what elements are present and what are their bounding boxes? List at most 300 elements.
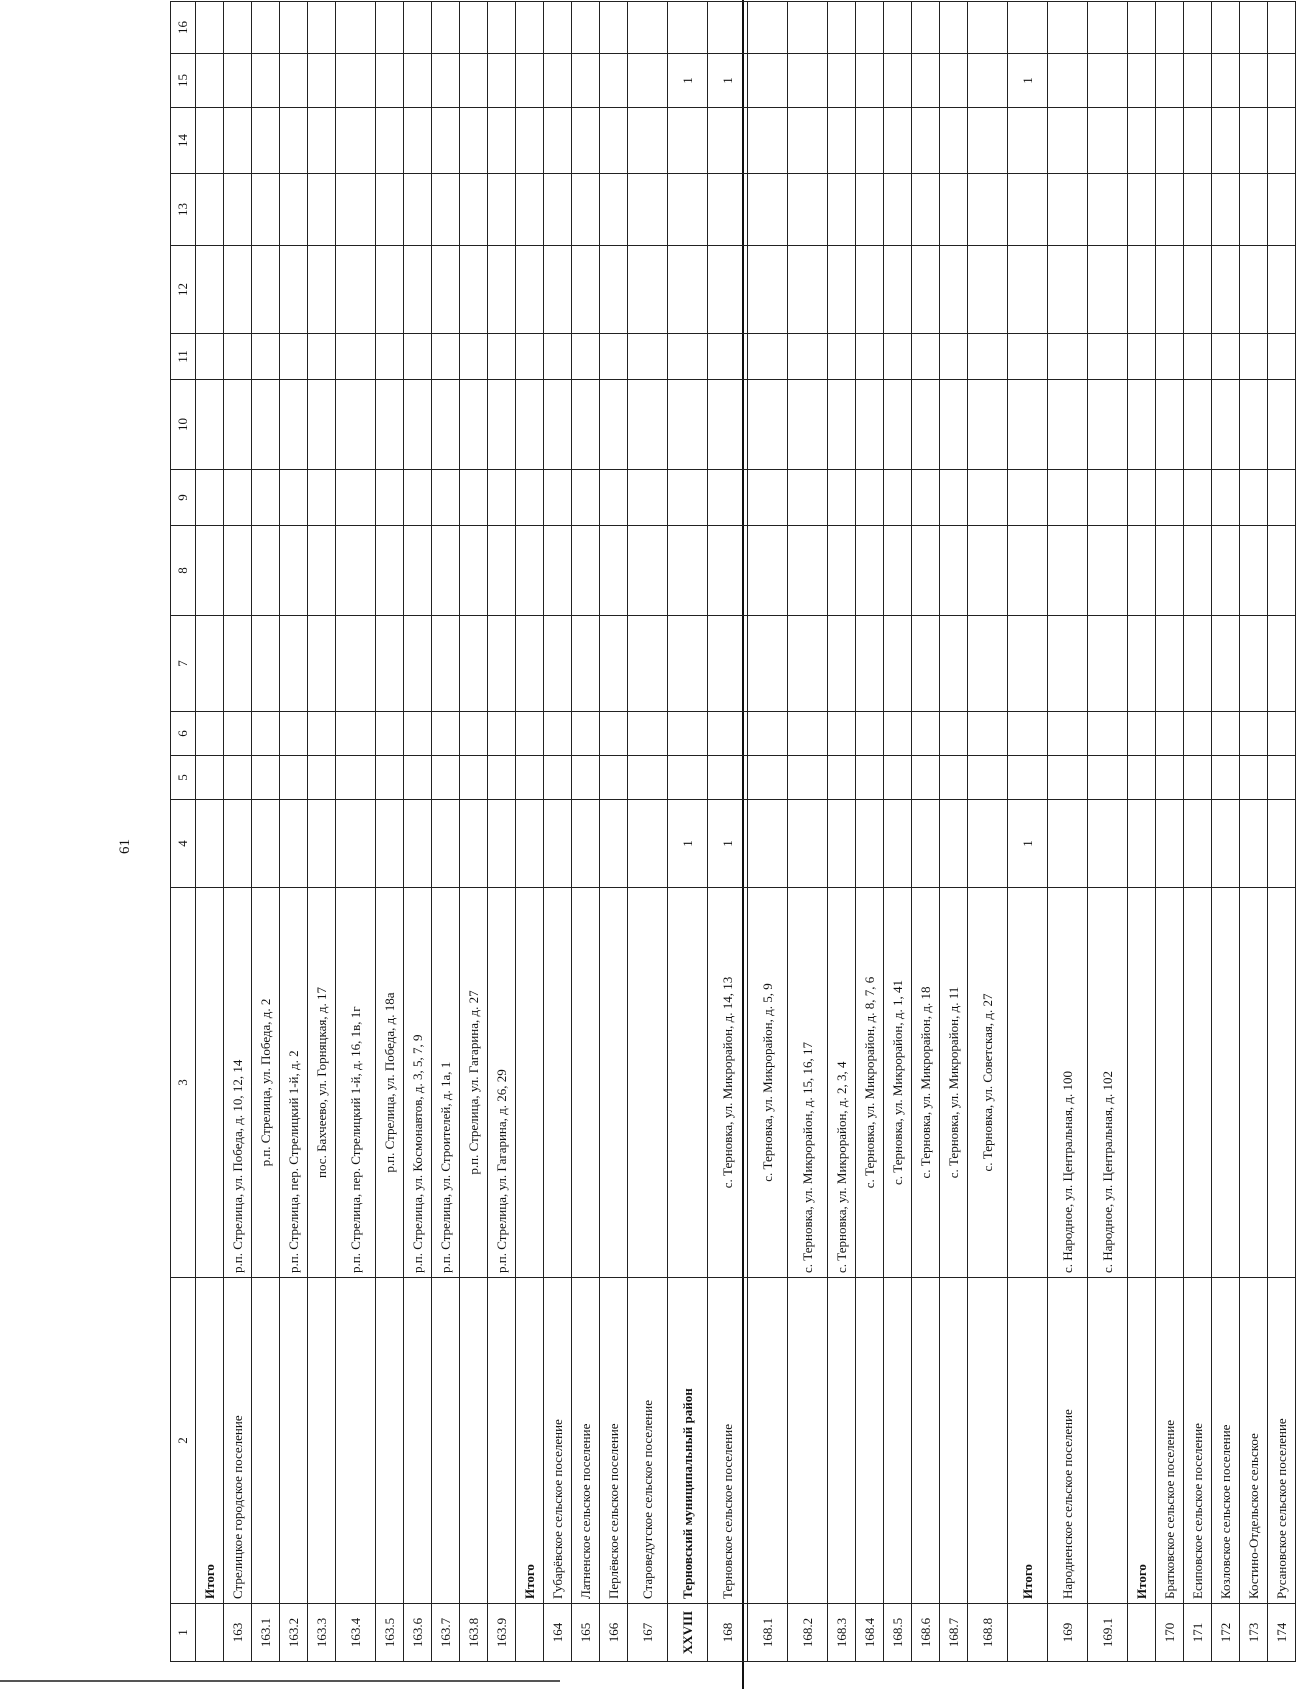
empty-cell bbox=[196, 712, 224, 756]
empty-cell bbox=[280, 246, 308, 334]
empty-cell bbox=[336, 470, 376, 526]
table-row bbox=[1008, 2, 1048, 1662]
empty-cell bbox=[488, 2, 516, 54]
column-header: 12 bbox=[171, 246, 196, 334]
municipality-name: Терновское сельское поселение bbox=[708, 1278, 748, 1604]
empty-cell bbox=[376, 712, 404, 756]
empty-cell bbox=[460, 756, 488, 800]
col4-value bbox=[432, 800, 460, 888]
empty-cell bbox=[376, 108, 404, 174]
empty-cell bbox=[404, 712, 432, 756]
column-header: 14 bbox=[171, 108, 196, 174]
empty-cell bbox=[940, 526, 968, 616]
col15-value bbox=[252, 54, 280, 108]
empty-cell bbox=[224, 246, 252, 334]
empty-cell bbox=[404, 616, 432, 712]
empty-cell bbox=[336, 174, 376, 246]
empty-cell bbox=[628, 380, 668, 470]
empty-cell bbox=[600, 246, 628, 334]
table-row bbox=[628, 2, 668, 1662]
col4-value: 1 bbox=[1008, 800, 1048, 888]
address-cell: р.п. Стрелица, ул. Победа, д. 2 bbox=[252, 888, 280, 1278]
empty-cell bbox=[1128, 2, 1156, 54]
empty-cell bbox=[856, 108, 884, 174]
column-header: 5 bbox=[171, 756, 196, 800]
row-number: 163 bbox=[224, 1604, 252, 1662]
municipality-name: Итого bbox=[196, 1278, 224, 1604]
empty-cell bbox=[1048, 380, 1088, 470]
empty-cell bbox=[572, 526, 600, 616]
row-number: 168.7 bbox=[940, 1604, 968, 1662]
empty-cell bbox=[856, 2, 884, 54]
empty-cell bbox=[1212, 108, 1240, 174]
empty-cell bbox=[196, 108, 224, 174]
empty-cell bbox=[432, 2, 460, 54]
empty-cell bbox=[788, 2, 828, 54]
empty-cell bbox=[336, 380, 376, 470]
empty-cell bbox=[1128, 470, 1156, 526]
empty-cell bbox=[488, 756, 516, 800]
page-number: 61 bbox=[117, 839, 133, 854]
empty-cell bbox=[1240, 2, 1268, 54]
column-header: 6 bbox=[171, 712, 196, 756]
row-number: 167 bbox=[628, 1604, 668, 1662]
empty-cell bbox=[196, 526, 224, 616]
col15-value: 1 bbox=[1008, 54, 1048, 108]
table-row bbox=[788, 2, 828, 1662]
empty-cell bbox=[1184, 470, 1212, 526]
empty-cell bbox=[1008, 380, 1048, 470]
table-row bbox=[432, 2, 460, 1662]
col15-value bbox=[856, 54, 884, 108]
empty-cell bbox=[828, 470, 856, 526]
empty-cell bbox=[224, 616, 252, 712]
table-row bbox=[572, 2, 600, 1662]
empty-cell bbox=[1156, 526, 1184, 616]
empty-cell bbox=[1048, 246, 1088, 334]
empty-cell bbox=[1048, 756, 1088, 800]
empty-cell bbox=[1156, 2, 1184, 54]
empty-cell bbox=[376, 334, 404, 380]
col4-value bbox=[544, 800, 572, 888]
row-number: 163.7 bbox=[432, 1604, 460, 1662]
empty-cell bbox=[308, 470, 336, 526]
empty-cell bbox=[308, 246, 336, 334]
empty-cell bbox=[572, 712, 600, 756]
row-number: 163.2 bbox=[280, 1604, 308, 1662]
address-cell: с. Терновка, ул. Микрорайон, д. 11 bbox=[940, 888, 968, 1278]
empty-cell bbox=[1184, 526, 1212, 616]
empty-cell bbox=[308, 174, 336, 246]
address-cell bbox=[544, 888, 572, 1278]
table-wrapper bbox=[170, 21, 1289, 1662]
municipality-name: Итого bbox=[1128, 1278, 1156, 1604]
municipality-name: Губарёвское сельское поселение bbox=[544, 1278, 572, 1604]
empty-cell bbox=[376, 380, 404, 470]
table-row bbox=[516, 2, 544, 1662]
table-row bbox=[708, 2, 748, 1662]
empty-cell bbox=[432, 756, 460, 800]
table-row bbox=[668, 2, 708, 1662]
empty-cell bbox=[1088, 174, 1128, 246]
empty-cell bbox=[708, 470, 748, 526]
table-row bbox=[1212, 2, 1240, 1662]
empty-cell bbox=[788, 470, 828, 526]
empty-cell bbox=[1184, 712, 1212, 756]
municipality-name: Русановское сельское поселение bbox=[1268, 1278, 1296, 1604]
empty-cell bbox=[308, 334, 336, 380]
empty-cell bbox=[600, 380, 628, 470]
address-cell bbox=[628, 888, 668, 1278]
address-cell bbox=[1184, 888, 1212, 1278]
empty-cell bbox=[280, 712, 308, 756]
empty-cell bbox=[1268, 380, 1296, 470]
table-row bbox=[968, 2, 1008, 1662]
address-cell: с. Терновка, ул. Микрорайон, д. 18 bbox=[912, 888, 940, 1278]
empty-cell bbox=[432, 526, 460, 616]
row-number: 173 bbox=[1240, 1604, 1268, 1662]
row-number: 163.1 bbox=[252, 1604, 280, 1662]
col4-value bbox=[1088, 800, 1128, 888]
col4-value bbox=[1212, 800, 1240, 888]
empty-cell bbox=[1212, 334, 1240, 380]
empty-cell bbox=[968, 334, 1008, 380]
column-header: 1 bbox=[171, 1604, 196, 1662]
address-cell: с. Терновка, ул. Микрорайон, д. 8, 7, 6 bbox=[856, 888, 884, 1278]
address-cell: с. Терновка, ул. Микрорайон, д. 2, 3, 4 bbox=[828, 888, 856, 1278]
empty-cell bbox=[1128, 756, 1156, 800]
empty-cell bbox=[376, 246, 404, 334]
table-row bbox=[252, 2, 280, 1662]
empty-cell bbox=[912, 470, 940, 526]
empty-cell bbox=[224, 470, 252, 526]
table-row bbox=[748, 2, 788, 1662]
empty-cell bbox=[404, 756, 432, 800]
empty-cell bbox=[628, 616, 668, 712]
empty-cell bbox=[1268, 246, 1296, 334]
empty-cell bbox=[1156, 712, 1184, 756]
empty-cell bbox=[912, 616, 940, 712]
empty-cell bbox=[668, 174, 708, 246]
municipality-name bbox=[940, 1278, 968, 1604]
empty-cell bbox=[1240, 712, 1268, 756]
empty-cell bbox=[252, 756, 280, 800]
empty-cell bbox=[1268, 334, 1296, 380]
address-cell bbox=[196, 888, 224, 1278]
empty-cell bbox=[572, 616, 600, 712]
empty-cell bbox=[856, 756, 884, 800]
row-number: 169.1 bbox=[1088, 1604, 1128, 1662]
empty-cell bbox=[940, 470, 968, 526]
empty-cell bbox=[628, 174, 668, 246]
empty-cell bbox=[1048, 712, 1088, 756]
empty-cell bbox=[708, 246, 748, 334]
municipality-name: Братковское сельское поселение bbox=[1156, 1278, 1184, 1604]
empty-cell bbox=[856, 246, 884, 334]
table-row bbox=[460, 2, 488, 1662]
empty-cell bbox=[196, 334, 224, 380]
empty-cell bbox=[1128, 380, 1156, 470]
empty-cell bbox=[856, 712, 884, 756]
empty-cell bbox=[828, 616, 856, 712]
row-number bbox=[196, 1604, 224, 1662]
table-row bbox=[856, 2, 884, 1662]
col15-value bbox=[628, 54, 668, 108]
empty-cell bbox=[1088, 108, 1128, 174]
empty-cell bbox=[308, 108, 336, 174]
empty-cell bbox=[600, 334, 628, 380]
empty-cell bbox=[280, 174, 308, 246]
empty-cell bbox=[828, 712, 856, 756]
empty-cell bbox=[940, 756, 968, 800]
empty-cell bbox=[196, 470, 224, 526]
empty-cell bbox=[432, 174, 460, 246]
municipality-name bbox=[968, 1278, 1008, 1604]
address-cell bbox=[1156, 888, 1184, 1278]
empty-cell bbox=[1088, 616, 1128, 712]
empty-cell bbox=[884, 246, 912, 334]
empty-cell bbox=[884, 616, 912, 712]
empty-cell bbox=[460, 246, 488, 334]
empty-cell bbox=[432, 616, 460, 712]
municipality-name bbox=[856, 1278, 884, 1604]
empty-cell bbox=[460, 2, 488, 54]
empty-cell bbox=[544, 712, 572, 756]
address-cell: р.п. Стрелица, пер. Стрелицкий 1-й, д. 16, 1в, 1г bbox=[336, 888, 376, 1278]
municipality-name bbox=[308, 1278, 336, 1604]
table-row bbox=[1184, 2, 1212, 1662]
empty-cell bbox=[544, 526, 572, 616]
empty-cell bbox=[748, 108, 788, 174]
empty-cell bbox=[1268, 470, 1296, 526]
empty-cell bbox=[600, 756, 628, 800]
col4-value bbox=[1268, 800, 1296, 888]
col15-value bbox=[376, 54, 404, 108]
row-number: 163.3 bbox=[308, 1604, 336, 1662]
empty-cell bbox=[1048, 334, 1088, 380]
column-header: 16 bbox=[171, 2, 196, 54]
municipality-name: Итого bbox=[1008, 1278, 1048, 1604]
empty-cell bbox=[572, 246, 600, 334]
empty-cell bbox=[488, 470, 516, 526]
empty-cell bbox=[1156, 174, 1184, 246]
empty-cell bbox=[856, 470, 884, 526]
empty-cell bbox=[940, 2, 968, 54]
col4-value bbox=[1156, 800, 1184, 888]
empty-cell bbox=[572, 470, 600, 526]
col15-value bbox=[336, 54, 376, 108]
table-row bbox=[404, 2, 432, 1662]
empty-cell bbox=[856, 526, 884, 616]
empty-cell bbox=[252, 380, 280, 470]
empty-cell bbox=[788, 174, 828, 246]
empty-cell bbox=[1048, 108, 1088, 174]
empty-cell bbox=[196, 2, 224, 54]
address-cell bbox=[1268, 888, 1296, 1278]
address-cell: с. Народное, ул. Центральная, д. 102 bbox=[1088, 888, 1128, 1278]
empty-cell bbox=[376, 2, 404, 54]
row-number: 169 bbox=[1048, 1604, 1088, 1662]
empty-cell bbox=[336, 526, 376, 616]
empty-cell bbox=[488, 616, 516, 712]
empty-cell bbox=[708, 380, 748, 470]
table-row bbox=[912, 2, 940, 1662]
empty-cell bbox=[788, 380, 828, 470]
empty-cell bbox=[912, 380, 940, 470]
empty-cell bbox=[1184, 334, 1212, 380]
empty-cell bbox=[748, 756, 788, 800]
column-header: 7 bbox=[171, 616, 196, 712]
empty-cell bbox=[196, 174, 224, 246]
empty-cell bbox=[628, 2, 668, 54]
empty-cell bbox=[572, 174, 600, 246]
empty-cell bbox=[788, 334, 828, 380]
empty-cell bbox=[748, 246, 788, 334]
address-cell: с. Народное, ул. Центральная, д. 100 bbox=[1048, 888, 1088, 1278]
address-cell: р.п. Стрелица, ул. Строителей, д. 1а, 1 bbox=[432, 888, 460, 1278]
empty-cell bbox=[336, 2, 376, 54]
address-cell bbox=[572, 888, 600, 1278]
row-number: 168.1 bbox=[748, 1604, 788, 1662]
municipality-name: Есиповское сельское поселение bbox=[1184, 1278, 1212, 1604]
empty-cell bbox=[708, 616, 748, 712]
empty-cell bbox=[1156, 616, 1184, 712]
empty-cell bbox=[376, 470, 404, 526]
table-row bbox=[308, 2, 336, 1662]
empty-cell bbox=[1008, 246, 1048, 334]
col4-value bbox=[1184, 800, 1212, 888]
col4-value bbox=[404, 800, 432, 888]
col15-value bbox=[280, 54, 308, 108]
empty-cell bbox=[1088, 246, 1128, 334]
empty-cell bbox=[968, 712, 1008, 756]
municipality-name bbox=[432, 1278, 460, 1604]
empty-cell bbox=[1212, 174, 1240, 246]
empty-cell bbox=[788, 108, 828, 174]
empty-cell bbox=[1156, 470, 1184, 526]
col4-value: 1 bbox=[708, 800, 748, 888]
empty-cell bbox=[432, 470, 460, 526]
empty-cell bbox=[1088, 334, 1128, 380]
col15-value bbox=[516, 54, 544, 108]
empty-cell bbox=[572, 380, 600, 470]
empty-cell bbox=[516, 380, 544, 470]
empty-cell bbox=[252, 334, 280, 380]
empty-cell bbox=[252, 616, 280, 712]
empty-cell bbox=[708, 526, 748, 616]
empty-cell bbox=[668, 380, 708, 470]
col4-value bbox=[1240, 800, 1268, 888]
empty-cell bbox=[488, 526, 516, 616]
empty-cell bbox=[748, 712, 788, 756]
row-number: 164 bbox=[544, 1604, 572, 1662]
col15-value: 1 bbox=[708, 54, 748, 108]
empty-cell bbox=[1008, 756, 1048, 800]
empty-cell bbox=[404, 526, 432, 616]
empty-cell bbox=[252, 526, 280, 616]
col4-value bbox=[748, 800, 788, 888]
empty-cell bbox=[196, 246, 224, 334]
empty-cell bbox=[224, 334, 252, 380]
empty-cell bbox=[1008, 526, 1048, 616]
empty-cell bbox=[280, 334, 308, 380]
empty-cell bbox=[1128, 246, 1156, 334]
empty-cell bbox=[1184, 174, 1212, 246]
address-cell: р.п. Стрелица, пер. Стрелицкий 1-й, д. 2 bbox=[280, 888, 308, 1278]
col15-value bbox=[968, 54, 1008, 108]
municipality-name bbox=[788, 1278, 828, 1604]
empty-cell bbox=[404, 246, 432, 334]
empty-cell bbox=[404, 174, 432, 246]
row-number: 163.8 bbox=[460, 1604, 488, 1662]
col15-value bbox=[1240, 54, 1268, 108]
empty-cell bbox=[460, 380, 488, 470]
empty-cell bbox=[748, 2, 788, 54]
empty-cell bbox=[460, 174, 488, 246]
empty-cell bbox=[1268, 108, 1296, 174]
empty-cell bbox=[668, 246, 708, 334]
empty-cell bbox=[196, 380, 224, 470]
row-number bbox=[516, 1604, 544, 1662]
municipality-name: Староведугское сельское поселение bbox=[628, 1278, 668, 1604]
empty-cell bbox=[252, 2, 280, 54]
empty-cell bbox=[1184, 616, 1212, 712]
empty-cell bbox=[488, 380, 516, 470]
empty-cell bbox=[968, 174, 1008, 246]
empty-cell bbox=[856, 380, 884, 470]
empty-cell bbox=[544, 2, 572, 54]
table-row bbox=[544, 2, 572, 1662]
table-row bbox=[196, 2, 224, 1662]
empty-cell bbox=[224, 380, 252, 470]
table-row bbox=[884, 2, 912, 1662]
row-number: 170 bbox=[1156, 1604, 1184, 1662]
address-cell: с. Терновка, ул. Микрорайон, д. 14, 13 bbox=[708, 888, 748, 1278]
col4-value bbox=[1128, 800, 1156, 888]
empty-cell bbox=[516, 334, 544, 380]
col15-value bbox=[404, 54, 432, 108]
address-cell: с. Терновка, ул. Микрорайон, д. 5, 9 bbox=[748, 888, 788, 1278]
empty-cell bbox=[708, 108, 748, 174]
empty-cell bbox=[516, 174, 544, 246]
empty-cell bbox=[1048, 526, 1088, 616]
header-row bbox=[171, 2, 196, 1662]
table-row bbox=[1156, 2, 1184, 1662]
col4-value bbox=[828, 800, 856, 888]
municipality-name: Стрелицкое городское поселение bbox=[224, 1278, 252, 1604]
empty-cell bbox=[968, 246, 1008, 334]
empty-cell bbox=[668, 712, 708, 756]
address-cell: пос. Бахчеево, ул. Горняцкая, д. 17 bbox=[308, 888, 336, 1278]
empty-cell bbox=[280, 616, 308, 712]
empty-cell bbox=[460, 526, 488, 616]
empty-cell bbox=[196, 616, 224, 712]
col4-value bbox=[884, 800, 912, 888]
empty-cell bbox=[912, 174, 940, 246]
empty-cell bbox=[968, 2, 1008, 54]
empty-cell bbox=[912, 246, 940, 334]
bottom-edge-line bbox=[0, 1680, 560, 1682]
empty-cell bbox=[1008, 334, 1048, 380]
empty-cell bbox=[1088, 470, 1128, 526]
table-row bbox=[376, 2, 404, 1662]
empty-cell bbox=[224, 756, 252, 800]
empty-cell bbox=[968, 470, 1008, 526]
row-number: XXVIII bbox=[668, 1604, 708, 1662]
municipality-name bbox=[884, 1278, 912, 1604]
empty-cell bbox=[668, 108, 708, 174]
empty-cell bbox=[940, 334, 968, 380]
